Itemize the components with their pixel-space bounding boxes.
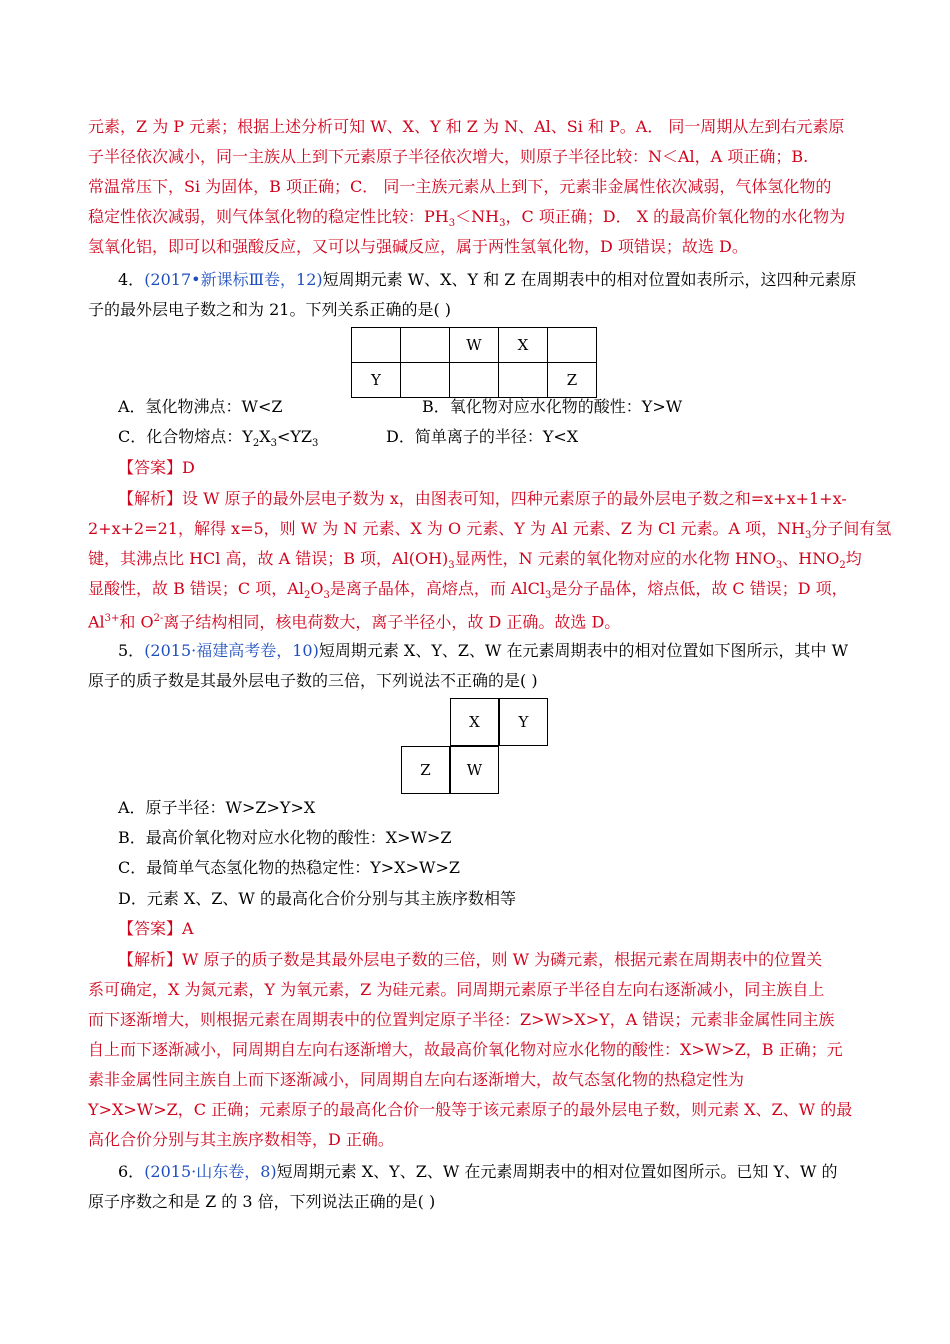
q4-source: (2017•新课标Ⅲ卷，12) — [144, 270, 323, 289]
prev-explanation-line-1: 元素，Z 为 P 元素；根据上述分析可知 W、X、Y 和 Z 为 N、Al、Si 和 P。A． 同一周期从左到右元素原 — [88, 117, 845, 136]
prev-explanation-line-3: 常温常压下，Si 为固体，B 项正确；C． 同一主族元素从上到下，元素非金属性依次减弱，气体氢化物的 — [88, 177, 832, 196]
q5-option-b: B．最高价氧化物对应水化物的酸性：X>W>Z — [118, 828, 452, 847]
q5-option-d: D．元素 X、Z、W 的最高化合价分别与其主族序数相等 — [118, 889, 516, 908]
q4-explanation-line-4: 显酸性，故 B 错误；C 项，$Al_2O_3$是离子晶体，高熔点，而 AlCl$_3$是分子晶体，熔点低，故 C 错误；D 项， — [88, 579, 848, 602]
q5-explanation-line-6: Y>X>W>Z，C 正确；元素原子的最高化合价一般等于该元素原子的最外层电子数，则元素 X、Z、W 的最 — [88, 1100, 853, 1119]
q4-explanation-line-3: 键，其沸点比 HCl 高，故 A 错误；B 项，$Al(OH)_3$显两性，N 元素的氧化物对应的水化物 $HNO_3$、$HNO_2$均 — [88, 549, 862, 572]
prev-explanation-line-2: 子半径依次减小，同一主族从上到下元素原子半径依次增大，则原子半径比较：N＜Al，A 项正确；B. — [88, 147, 809, 166]
q4-cell-1-4: X — [499, 328, 548, 363]
prev-explanation-line-4: 稳定性依次减弱，则气体氢化物的稳定性比较：$PH_3<NH_3$，C 项正确；D． X 的最高价氧化物的水化物为 — [88, 207, 846, 230]
q5-option-c: C．最简单气态氢化物的热稳定性：Y>X>W>Z — [118, 858, 460, 877]
q5-explanation-line-7: 高化合价分别与其主族序数相等，D 正确。 — [88, 1130, 394, 1149]
q4-stem-line-2: 子的最外层电子数之和为 21。下列关系正确的是( ) — [88, 300, 452, 319]
q5-explanation-line-2: 系可确定，X 为氮元素，Y 为氧元素，Z 为硅元素。同周期元素原子半径自左向右逐渐减小，同主族自上 — [88, 980, 825, 999]
q4-explanation-line-5: $Al^{3+}$和 $O^{2-}$离子结构相同，核电荷数大，离子半径小，故 D 正确。故选 D。 — [88, 612, 621, 632]
q4-cell-2-1: Y — [352, 363, 401, 398]
q4-option-b: B．氧化物对应水化物的酸性：Y>W — [422, 397, 683, 416]
q5-cell-z: Z — [401, 746, 450, 794]
q4-explanation-line-1: 【解析】设 W 原子的最外层电子数为 x，由图表可知，四种元素原子的最外层电子数之和=x+x+1+x- — [118, 489, 847, 508]
q4-cell-1-1 — [352, 328, 401, 363]
q6-source: (2015·山东卷，8) — [144, 1162, 277, 1181]
q4-cell-2-5: Z — [548, 363, 597, 398]
q4-option-d: D．简单离子的半径：Y<X — [386, 427, 579, 446]
q5-option-a: A．原子半径：W>Z>Y>X — [118, 798, 316, 817]
q5-cell-x: X — [450, 698, 499, 746]
table-row — [352, 328, 597, 363]
q5-explanation-line-4: 自上而下逐渐减小，同周期自左向右逐渐增大，故最高价氧化物对应水化物的酸性：X>W>Z，B 正确；元 — [88, 1040, 843, 1059]
q4-option-a: A．氢化物沸点：W<Z — [118, 397, 283, 416]
q6-stem-line-1: 6．(2015·山东卷，8)短周期元素 X、Y、Z、W 在元素周期表中的相对位置如图所示。已知 Y、W 的 — [118, 1162, 838, 1181]
q5-stem-line-1: 5．(2015·福建高考卷，10)短周期元素 X、Y、Z、W 在元素周期表中的相对位置如下图所示，其中 W — [118, 641, 849, 660]
q5-explanation-line-3: 而下逐渐增大，则根据元素在周期表中的位置判定原子半径：Z>W>X>Y，A 错误；元素非金属性同主族 — [88, 1010, 835, 1029]
prev-explanation-line-5: 氢氧化铝，即可以和强酸反应，又可以与强碱反应，属于两性氢氧化物，D 项错误；故选 D。 — [88, 237, 748, 256]
q5-answer: 【答案】A — [118, 919, 194, 938]
q4-answer: 【答案】D — [118, 458, 195, 477]
q4-stem-line-1: 4．(2017•新课标Ⅲ卷，12)短周期元素 W、X、Y 和 Z 在周期表中的相对位置如表所示，这四种元素原 — [118, 270, 857, 289]
q5-stem-line-2: 原子的质子数是其最外层电子数的三倍，下列说法不正确的是( ) — [88, 671, 538, 690]
q4-option-c: C．化合物熔点：$Y_2X_3<YZ_3$ — [118, 427, 319, 450]
q5-explanation-line-5: 素非金属性同主族自上而下逐渐减小，同周期自左向右逐渐增大，故气态氢化物的热稳定性为 — [88, 1070, 745, 1089]
q5-cell-y: Y — [499, 698, 548, 746]
q4-cell-1-2 — [401, 328, 450, 363]
q4-cell-1-5 — [548, 328, 597, 363]
q5-explanation-line-1: 【解析】W 原子的质子数是其最外层电子数的三倍，则 W 为磷元素，根据元素在周期表中的位置关 — [118, 950, 823, 969]
q5-source: (2015·福建高考卷，10) — [144, 641, 319, 660]
q5-cell-w: W — [450, 746, 499, 794]
q4-explanation-line-2: 2+x+2=21，解得 x=5，则 W 为 N 元素、X 为 O 元素、Y 为 Al 元素、Z 为 Cl 元素。A 项，$NH_3$分子间有氢 — [88, 519, 892, 542]
q6-stem-line-2: 原子序数之和是 Z 的 3 倍，下列说法正确的是( ) — [88, 1192, 436, 1211]
q4-periodic-table — [351, 327, 597, 398]
q4-cell-1-3: W — [450, 328, 499, 363]
